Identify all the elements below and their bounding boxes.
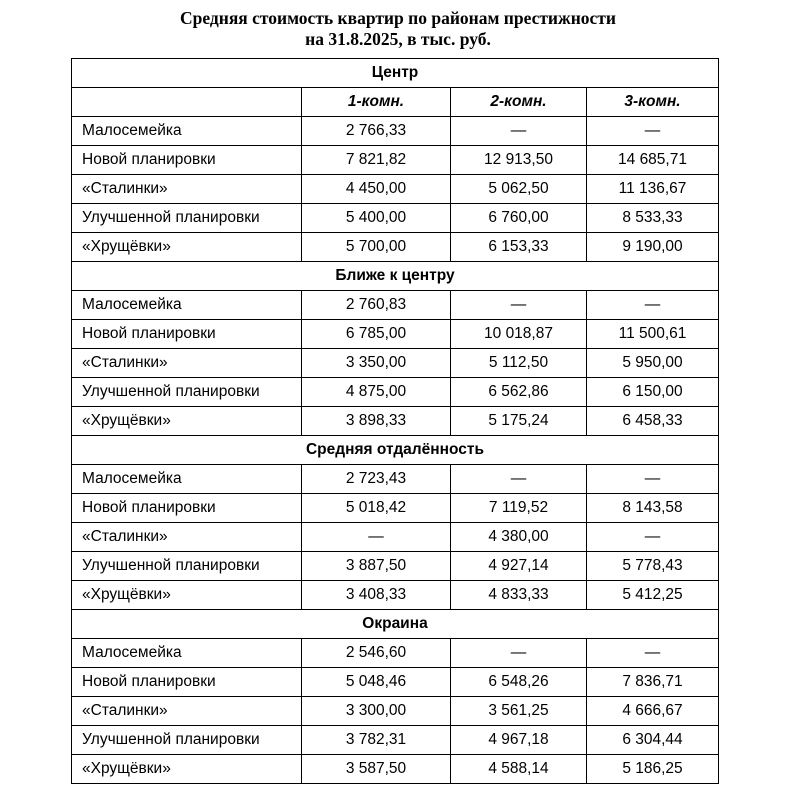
table-row	[72, 639, 719, 668]
column-header: 3-комн.	[587, 88, 719, 117]
price-cell: 5 112,50	[451, 349, 587, 378]
apartment-type-label: Малосемейка	[72, 639, 302, 668]
price-cell: 4 875,00	[302, 378, 451, 407]
price-cell: 14 685,71	[587, 146, 719, 175]
apartment-type-label: «Хрущёвки»	[72, 407, 302, 436]
table-row	[72, 581, 719, 610]
price-cell: 6 304,44	[587, 726, 719, 755]
price-cell: 4 380,00	[451, 523, 587, 552]
apartment-type-label: Улучшенной планировки	[72, 204, 302, 233]
table-row	[72, 726, 719, 755]
price-table-body	[72, 59, 719, 784]
price-cell: —	[302, 523, 451, 552]
column-header-row	[72, 88, 719, 117]
price-cell: 5 412,25	[587, 581, 719, 610]
section-title: Ближе к центру	[72, 262, 719, 291]
price-cell: 6 760,00	[451, 204, 587, 233]
apartment-type-label: «Сталинки»	[72, 697, 302, 726]
apartment-type-label: Малосемейка	[72, 291, 302, 320]
price-cell: 5 400,00	[302, 204, 451, 233]
price-cell: 7 119,52	[451, 494, 587, 523]
price-cell: —	[587, 639, 719, 668]
price-cell: 6 785,00	[302, 320, 451, 349]
apartment-type-label: Новой планировки	[72, 668, 302, 697]
section-header-row	[72, 610, 719, 639]
price-cell: 6 548,26	[451, 668, 587, 697]
apartment-type-label: Новой планировки	[72, 494, 302, 523]
price-cell: —	[451, 291, 587, 320]
price-cell: 8 143,58	[587, 494, 719, 523]
price-cell: 5 700,00	[302, 233, 451, 262]
table-row	[72, 349, 719, 378]
table-row	[72, 697, 719, 726]
price-cell: 3 350,00	[302, 349, 451, 378]
table-row	[72, 378, 719, 407]
price-cell: 2 546,60	[302, 639, 451, 668]
price-cell: 3 898,33	[302, 407, 451, 436]
price-cell: 3 587,50	[302, 755, 451, 784]
price-cell: 3 300,00	[302, 697, 451, 726]
apartment-type-label: «Сталинки»	[72, 349, 302, 378]
price-cell: 11 136,67	[587, 175, 719, 204]
price-cell: —	[587, 465, 719, 494]
price-cell: 4 833,33	[451, 581, 587, 610]
column-header: 1-комн.	[302, 88, 451, 117]
price-cell: 4 967,18	[451, 726, 587, 755]
price-cell: 5 048,46	[302, 668, 451, 697]
table-row	[72, 523, 719, 552]
price-cell: 5 018,42	[302, 494, 451, 523]
price-cell: 9 190,00	[587, 233, 719, 262]
price-cell: 6 150,00	[587, 378, 719, 407]
price-cell: 4 450,00	[302, 175, 451, 204]
price-cell: 2 723,43	[302, 465, 451, 494]
apartment-type-label: Улучшенной планировки	[72, 726, 302, 755]
column-header: 2-комн.	[451, 88, 587, 117]
price-cell: —	[587, 523, 719, 552]
price-cell: 4 588,14	[451, 755, 587, 784]
table-row	[72, 320, 719, 349]
apartment-type-label: «Сталинки»	[72, 175, 302, 204]
section-title: Средняя отдалённость	[72, 436, 719, 465]
table-row	[72, 407, 719, 436]
price-cell: 8 533,33	[587, 204, 719, 233]
apartment-type-label: «Хрущёвки»	[72, 755, 302, 784]
table-row	[72, 204, 719, 233]
price-cell: —	[451, 117, 587, 146]
price-cell: 10 018,87	[451, 320, 587, 349]
price-cell: 4 927,14	[451, 552, 587, 581]
table-row	[72, 755, 719, 784]
price-cell: —	[587, 291, 719, 320]
price-table	[71, 58, 719, 784]
apartment-type-label: «Сталинки»	[72, 523, 302, 552]
section-title: Центр	[72, 59, 719, 88]
table-row	[72, 668, 719, 697]
apartment-type-label: Новой планировки	[72, 320, 302, 349]
price-cell: 2 766,33	[302, 117, 451, 146]
price-cell: 7 836,71	[587, 668, 719, 697]
price-cell: 6 458,33	[587, 407, 719, 436]
price-cell: 5 186,25	[587, 755, 719, 784]
price-cell: 3 887,50	[302, 552, 451, 581]
table-row	[72, 117, 719, 146]
column-header-empty	[72, 88, 302, 117]
title-line-1: Средняя стоимость квартир по районам престижности	[180, 8, 616, 28]
section-header-row	[72, 262, 719, 291]
table-row	[72, 146, 719, 175]
apartment-type-label: «Хрущёвки»	[72, 233, 302, 262]
section-header-row	[72, 59, 719, 88]
table-row	[72, 233, 719, 262]
apartment-type-label: Улучшенной планировки	[72, 552, 302, 581]
price-cell: 6 562,86	[451, 378, 587, 407]
price-cell: 2 760,83	[302, 291, 451, 320]
apartment-type-label: Улучшенной планировки	[72, 378, 302, 407]
table-row	[72, 552, 719, 581]
price-cell: 5 778,43	[587, 552, 719, 581]
price-cell: 3 782,31	[302, 726, 451, 755]
price-cell: 5 175,24	[451, 407, 587, 436]
page-title	[0, 8, 796, 50]
price-cell: 5 950,00	[587, 349, 719, 378]
price-cell: —	[451, 465, 587, 494]
apartment-type-label: Малосемейка	[72, 117, 302, 146]
section-title: Окраина	[72, 610, 719, 639]
table-row	[72, 465, 719, 494]
price-cell: 6 153,33	[451, 233, 587, 262]
price-cell: 4 666,67	[587, 697, 719, 726]
section-header-row	[72, 436, 719, 465]
price-cell: 5 062,50	[451, 175, 587, 204]
title-line-2: на 31.8.2025, в тыс. руб.	[305, 29, 491, 49]
apartment-type-label: «Хрущёвки»	[72, 581, 302, 610]
price-cell: —	[587, 117, 719, 146]
price-cell: 3 561,25	[451, 697, 587, 726]
price-cell: 3 408,33	[302, 581, 451, 610]
price-cell: 7 821,82	[302, 146, 451, 175]
apartment-type-label: Малосемейка	[72, 465, 302, 494]
table-row	[72, 494, 719, 523]
table-row	[72, 175, 719, 204]
price-cell: 11 500,61	[587, 320, 719, 349]
price-cell: —	[451, 639, 587, 668]
table-row	[72, 291, 719, 320]
apartment-type-label: Новой планировки	[72, 146, 302, 175]
price-cell: 12 913,50	[451, 146, 587, 175]
